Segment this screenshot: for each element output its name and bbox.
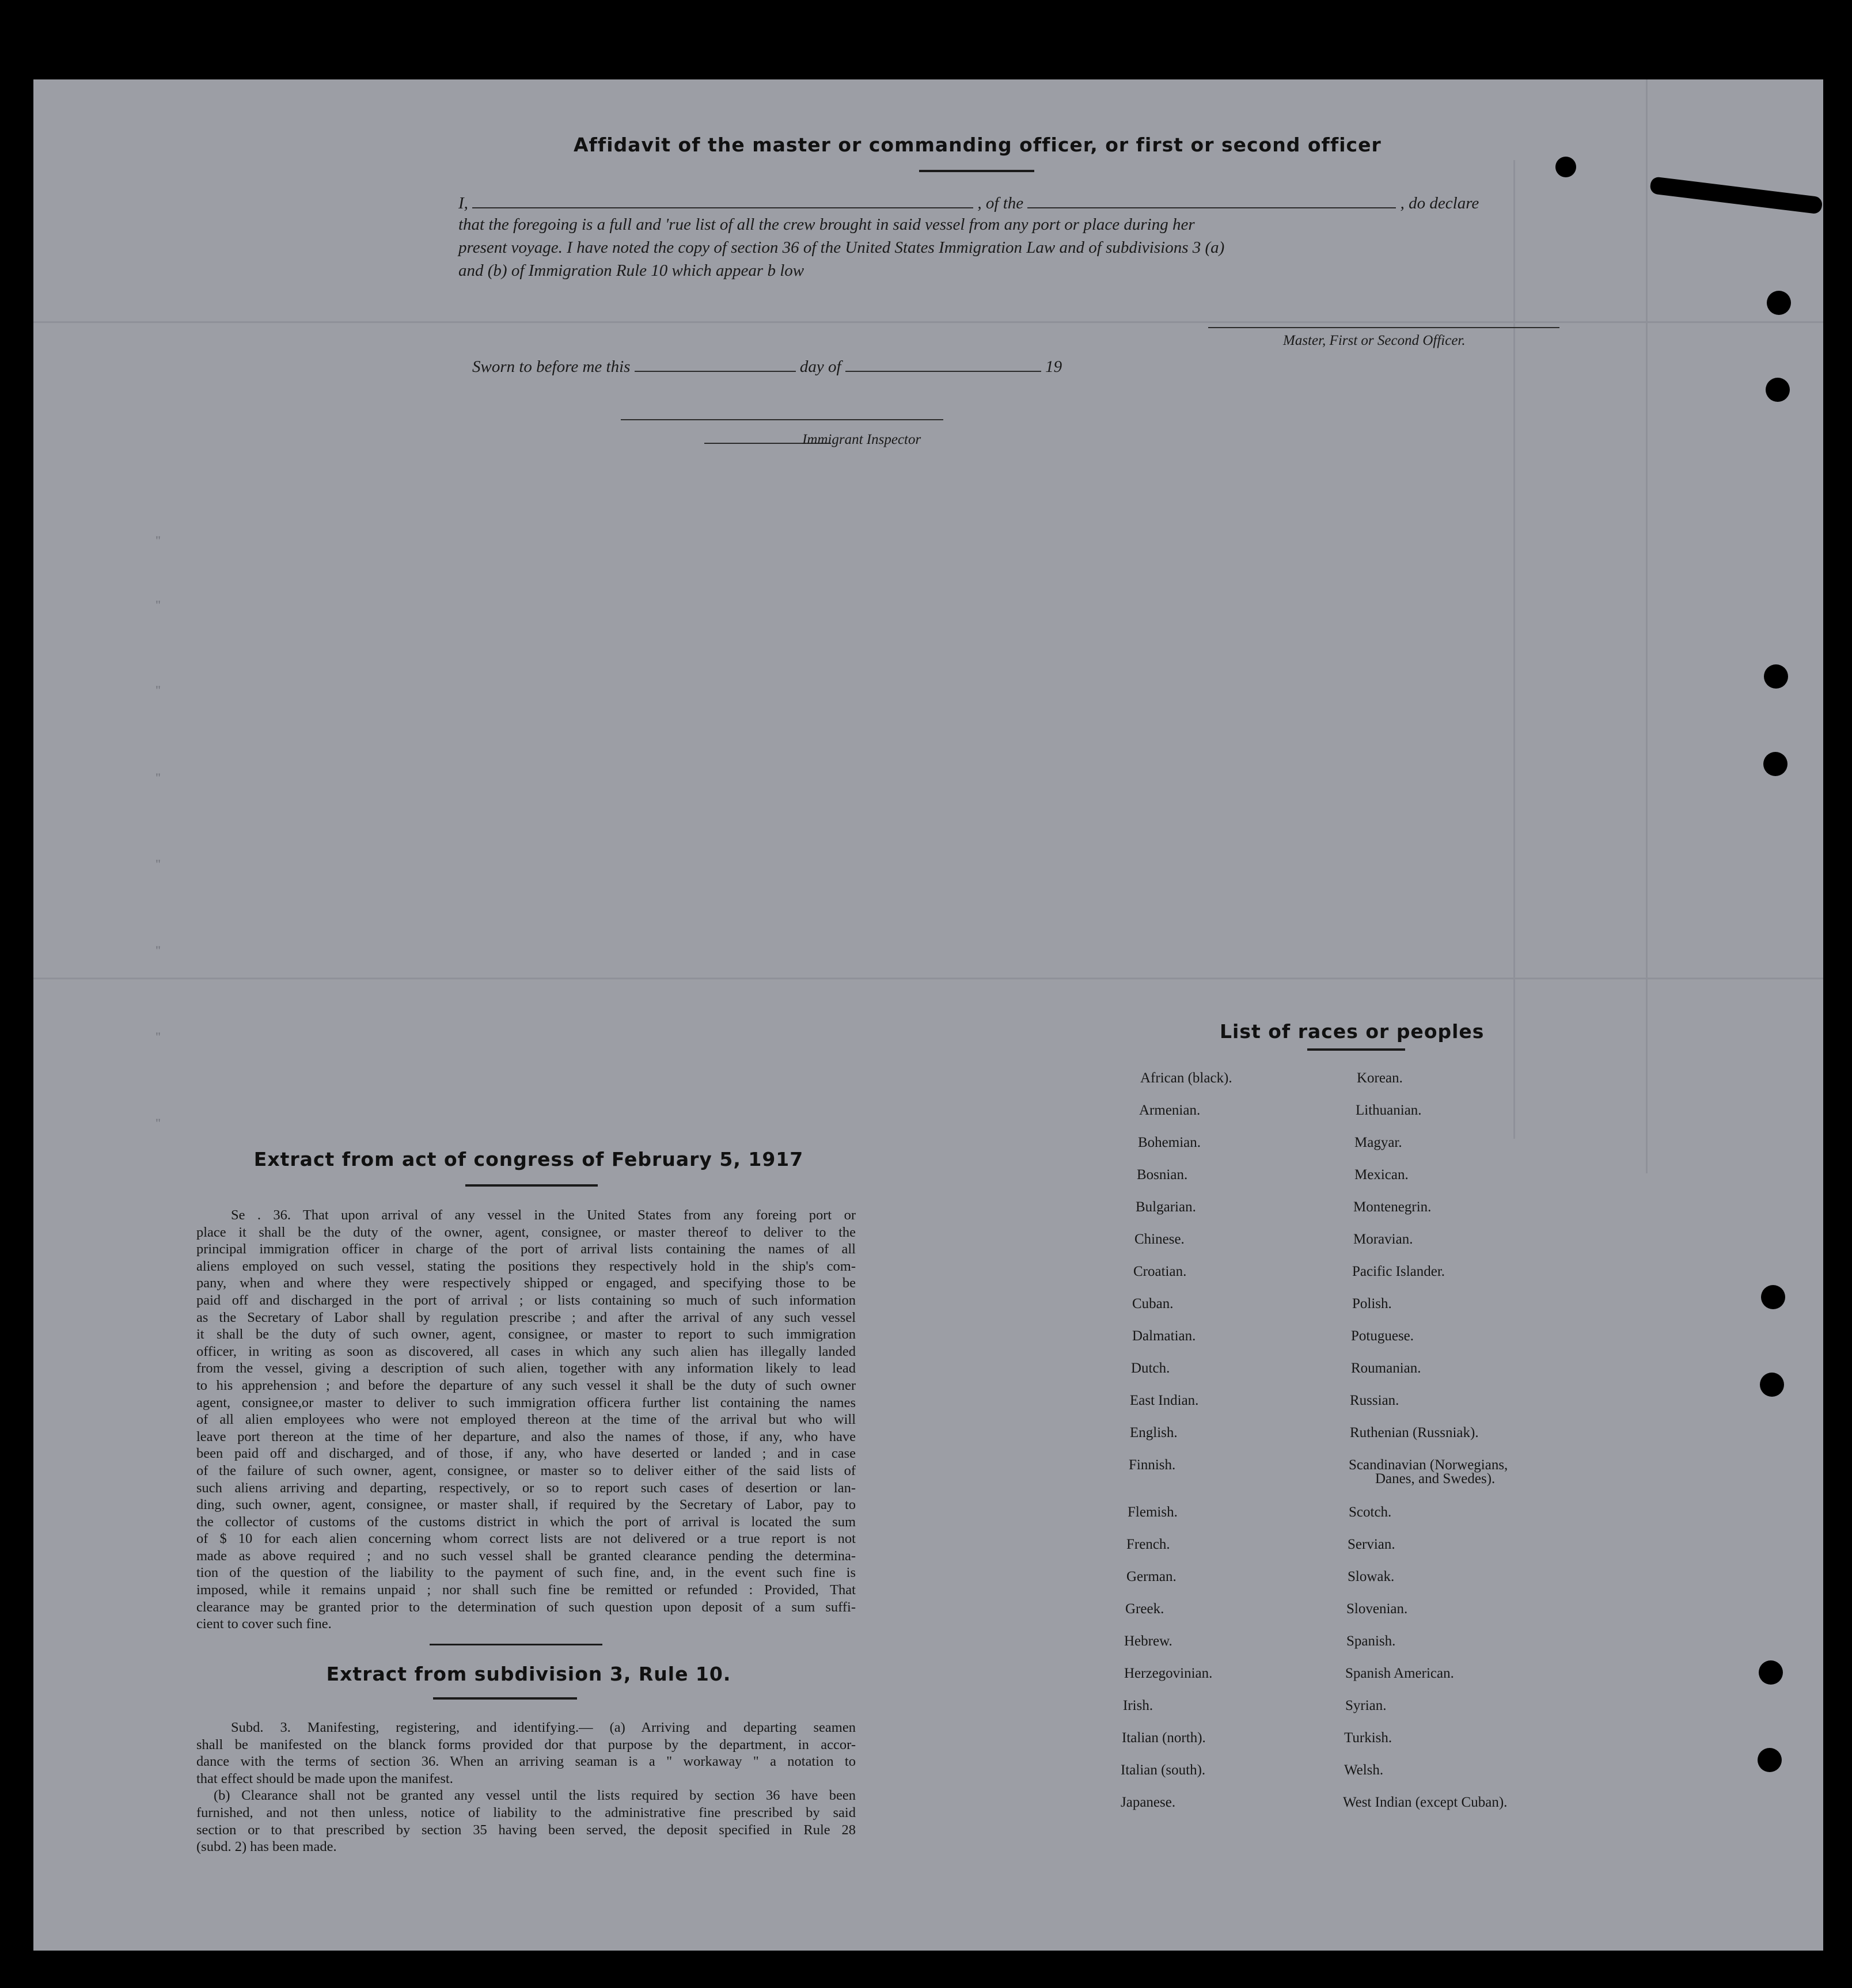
punch-hole xyxy=(1555,157,1576,177)
rule-line: shall be manifested on the blanck forms provided dor that purpose by the department, in accor- xyxy=(196,1736,856,1753)
rule-line: dance with the terms of section 36. When an arriving seaman is a " workaway " a notation to xyxy=(196,1754,856,1770)
race-item: Korean. xyxy=(1357,1070,1403,1086)
document-sheet xyxy=(33,79,1823,1951)
race-item: Mexican. xyxy=(1354,1167,1409,1183)
race-item: Flemish. xyxy=(1128,1504,1178,1520)
race-item: Spanish. xyxy=(1346,1633,1396,1649)
race-item: Montenegrin. xyxy=(1353,1199,1432,1215)
affidavit-line-1-start: I, xyxy=(458,194,468,212)
affidavit-line-2: that the foregoing is a full and 'rue list of all the crew brought in said vessel from any port or place during her xyxy=(458,215,1195,234)
act-extract-body xyxy=(196,1207,856,1633)
rule-extract-body xyxy=(196,1719,856,1856)
race-item: Slowak. xyxy=(1348,1569,1395,1584)
affidavit-title: Affidavit of the master or commanding officer, or first or second officer xyxy=(574,134,1382,156)
punch-hole xyxy=(1767,291,1791,315)
act-line: of all alien employees who were not employed thereon at the time of the arrival but who will xyxy=(196,1412,856,1428)
rule-line: furnished, and not then unless, notice of liability to the administrative fine prescribed by said xyxy=(196,1804,856,1820)
act-line: as the Secretary of Labor shall by regulation prescribe ; and after the arrival of any such vessel xyxy=(196,1309,856,1325)
punch-hole xyxy=(1759,1660,1783,1685)
sworn-month-blank[interactable] xyxy=(845,356,1041,372)
race-item: Moravian. xyxy=(1353,1231,1413,1247)
act-line: from the vessel, giving a description of such alien, together with any information likely to lead xyxy=(196,1360,856,1377)
act-line: principal immigration officer in charge of the port of arrival lists containing the names of all xyxy=(196,1241,856,1257)
race-item: Welsh. xyxy=(1344,1762,1384,1778)
race-item: Herzegovinian. xyxy=(1124,1666,1213,1681)
race-item: English. xyxy=(1130,1425,1178,1440)
rule-line: Subd. 3. Manifesting, registering, and identifying.— (a) Arriving and departing seamen xyxy=(231,1720,856,1735)
act-line: ding, such owner, agent, consignee, or master shall, if required by the Secretary of Labor, pay to xyxy=(196,1497,856,1513)
race-item: African (black). xyxy=(1140,1070,1232,1086)
punch-hole xyxy=(1760,1373,1784,1397)
rule-extract-title: Extract from subdivision 3, Rule 10. xyxy=(326,1663,731,1685)
race-item: Hebrew. xyxy=(1124,1633,1172,1649)
ghost-rule xyxy=(1513,160,1515,1139)
race-item: Japanese. xyxy=(1121,1795,1176,1810)
ghost-rule xyxy=(1646,79,1648,1173)
race-item: Roumanian. xyxy=(1351,1360,1421,1376)
races-title: List of races or peoples xyxy=(1220,1020,1485,1043)
act-line: made as above required ; and no such vessel shall be granted clearance pending the determina- xyxy=(196,1548,856,1564)
race-item: Irish. xyxy=(1123,1698,1153,1713)
ghost-mark: " xyxy=(155,533,161,548)
act-line: the collector of customs of the customs district in which the port of arrival is located the sum xyxy=(196,1514,856,1530)
ghost-mark: " xyxy=(155,943,161,957)
sworn-mid: day of xyxy=(799,358,841,376)
act-line: aliens employed on such vessel, stating the positions they respectively hold in the ship's com- xyxy=(196,1258,856,1274)
race-item: Dutch. xyxy=(1131,1360,1170,1376)
race-item: East Indian. xyxy=(1130,1393,1199,1408)
race-item: Magyar. xyxy=(1354,1135,1402,1150)
sworn-day-blank[interactable] xyxy=(635,356,796,372)
ghost-mark: " xyxy=(155,683,161,697)
race-item: Bohemian. xyxy=(1138,1135,1201,1150)
act-line: place it shall be the duty of the owner, agent, consignee, or master thereof to deliver to the xyxy=(196,1224,856,1240)
affidavit-line-3: present voyage. I have noted the copy of section 36 of the United States Immigration Law and of subdivisions 3 (a) xyxy=(458,238,1225,257)
race-item: Spanish American. xyxy=(1345,1666,1454,1681)
punch-hole xyxy=(1764,664,1788,689)
race-item: Polish. xyxy=(1352,1296,1392,1312)
act-line: agent, consignee,or master to deliver to such immigration officera further list containing the names xyxy=(196,1394,856,1411)
race-item: Syrian. xyxy=(1345,1698,1387,1713)
act-line: to his apprehension ; and before the departure of any such vessel it shall be the duty of such owner xyxy=(196,1377,856,1393)
sworn-end: 19 xyxy=(1045,358,1062,376)
race-item: Greek. xyxy=(1125,1601,1164,1617)
race-item: Slovenian. xyxy=(1346,1601,1408,1617)
inspector-signature-line[interactable] xyxy=(621,419,943,420)
master-signature-label: Master, First or Second Officer. xyxy=(1283,333,1466,348)
affidavit-line-1-mid: , of the xyxy=(977,194,1024,212)
act-line: such aliens arriving and departing, respectively, or so to report such cases of desertion or lan- xyxy=(196,1480,856,1496)
race-item: Potuguese. xyxy=(1351,1328,1414,1344)
act-line: officer, in writing as soon as discovered, all cases in which any such alien has illegally landed xyxy=(196,1343,856,1359)
race-item: Finnish. xyxy=(1129,1457,1176,1473)
race-item: Italian (north). xyxy=(1122,1730,1206,1746)
race-item: Servian. xyxy=(1348,1537,1395,1552)
act-line: paid off and discharged in the port of arrival ; or lists containing so much of such information xyxy=(196,1292,856,1308)
race-item: Chinese. xyxy=(1134,1231,1185,1247)
race-item: Pacific Islander. xyxy=(1352,1264,1445,1279)
rule-line: (b) Clearance shall not be granted any vessel until the lists required by section 36 have been xyxy=(214,1788,856,1804)
affidavit-line-1-end: , do declare xyxy=(1400,194,1479,212)
ghost-rule xyxy=(33,978,1823,979)
race-item: French. xyxy=(1126,1537,1170,1552)
race-item: Dalmatian. xyxy=(1132,1328,1196,1344)
race-item: Russian. xyxy=(1350,1393,1399,1408)
race-item: Armenian. xyxy=(1139,1103,1201,1118)
act-line: clearance may be granted prior to the determination of such question upon deposit of a sum suffi- xyxy=(196,1599,856,1615)
punch-hole xyxy=(1763,752,1788,776)
act-line: Se . 36. That upon arrival of any vessel in the United States from any foreing port or xyxy=(231,1207,856,1223)
race-item: German. xyxy=(1126,1569,1177,1584)
section-divider xyxy=(430,1644,602,1645)
ghost-rule xyxy=(33,321,1823,323)
act-line: it shall be the duty of such owner, agent, consignee, or master to report to such immigration xyxy=(196,1326,856,1343)
punch-hole xyxy=(1758,1748,1782,1772)
race-item-continuation: Danes, and Swedes). xyxy=(1375,1471,1496,1487)
races-title-underline xyxy=(1307,1048,1405,1051)
affidavit-title-underline xyxy=(919,170,1034,172)
act-line: cient to cover such fine. xyxy=(196,1616,332,1632)
act-extract-title: Extract from act of congress of February 5, 1917 xyxy=(253,1148,804,1170)
race-item: Scotch. xyxy=(1349,1504,1392,1520)
rule-extract-title-underline xyxy=(433,1697,577,1700)
act-extract-title-underline xyxy=(465,1184,598,1187)
race-item: Turkish. xyxy=(1344,1730,1392,1746)
affidavit-line-1 xyxy=(458,192,1479,213)
ghost-mark: " xyxy=(155,1029,161,1044)
race-item: Bulgarian. xyxy=(1136,1199,1196,1215)
act-line: of the failure of such owner, agent, consignee, or master so to deliver either of the said lists of xyxy=(196,1462,856,1478)
race-item: Italian (south). xyxy=(1121,1762,1206,1778)
rule-line: (subd. 2) has been made. xyxy=(196,1839,337,1855)
affidavit-line-4: and (b) of Immigration Rule 10 which appear b low xyxy=(458,261,804,280)
sworn-line xyxy=(472,356,1062,377)
ghost-mark: " xyxy=(155,770,161,785)
race-item: Bosnian. xyxy=(1137,1167,1188,1183)
rule-line: section or to that prescribed by section 35 having been served, the deposit specified in Rule 28 xyxy=(196,1822,856,1838)
act-line: tion of the question of the liability to the payment of such fine, and, in the event such fine is xyxy=(196,1565,856,1581)
act-line: been paid off and discharged, and of those, if any, who have deserted or landed ; and in case xyxy=(196,1446,856,1462)
race-item: Cuban. xyxy=(1132,1296,1174,1312)
ghost-mark: " xyxy=(155,598,161,612)
race-item: Scandinavian (Norwegians, xyxy=(1349,1457,1508,1473)
name-blank[interactable] xyxy=(472,192,973,208)
punch-hole xyxy=(1761,1285,1785,1309)
punch-hole xyxy=(1766,378,1790,402)
act-line: leave port thereon at the time of her departure, and also the names of those, if any, who have xyxy=(196,1428,856,1445)
race-item: West Indian (except Cuban). xyxy=(1343,1795,1508,1810)
vessel-blank[interactable] xyxy=(1027,192,1396,208)
race-item: Ruthenian (Russniak). xyxy=(1350,1425,1479,1440)
act-line: of $ 10 for each alien concerning whom correct lists are not delivered or a true report is not xyxy=(196,1531,856,1547)
ghost-mark: " xyxy=(155,857,161,871)
act-line: pany, when and where they were respectively shipped or engaged, and specifying those to be xyxy=(196,1275,856,1291)
race-item: Croatian. xyxy=(1133,1264,1187,1279)
rule-line: that effect should be made upon the manifest. xyxy=(196,1770,453,1786)
race-item: Lithuanian. xyxy=(1356,1103,1422,1118)
master-signature-line[interactable] xyxy=(1208,327,1559,328)
inspector-label: Immigrant Inspector xyxy=(802,432,921,447)
sworn-start: Sworn to before me this xyxy=(472,358,631,376)
ghost-mark: " xyxy=(155,1116,161,1130)
act-line: imposed, while it remains unpaid ; nor shall such fine be remitted or refunded : Provided, That xyxy=(196,1582,856,1598)
